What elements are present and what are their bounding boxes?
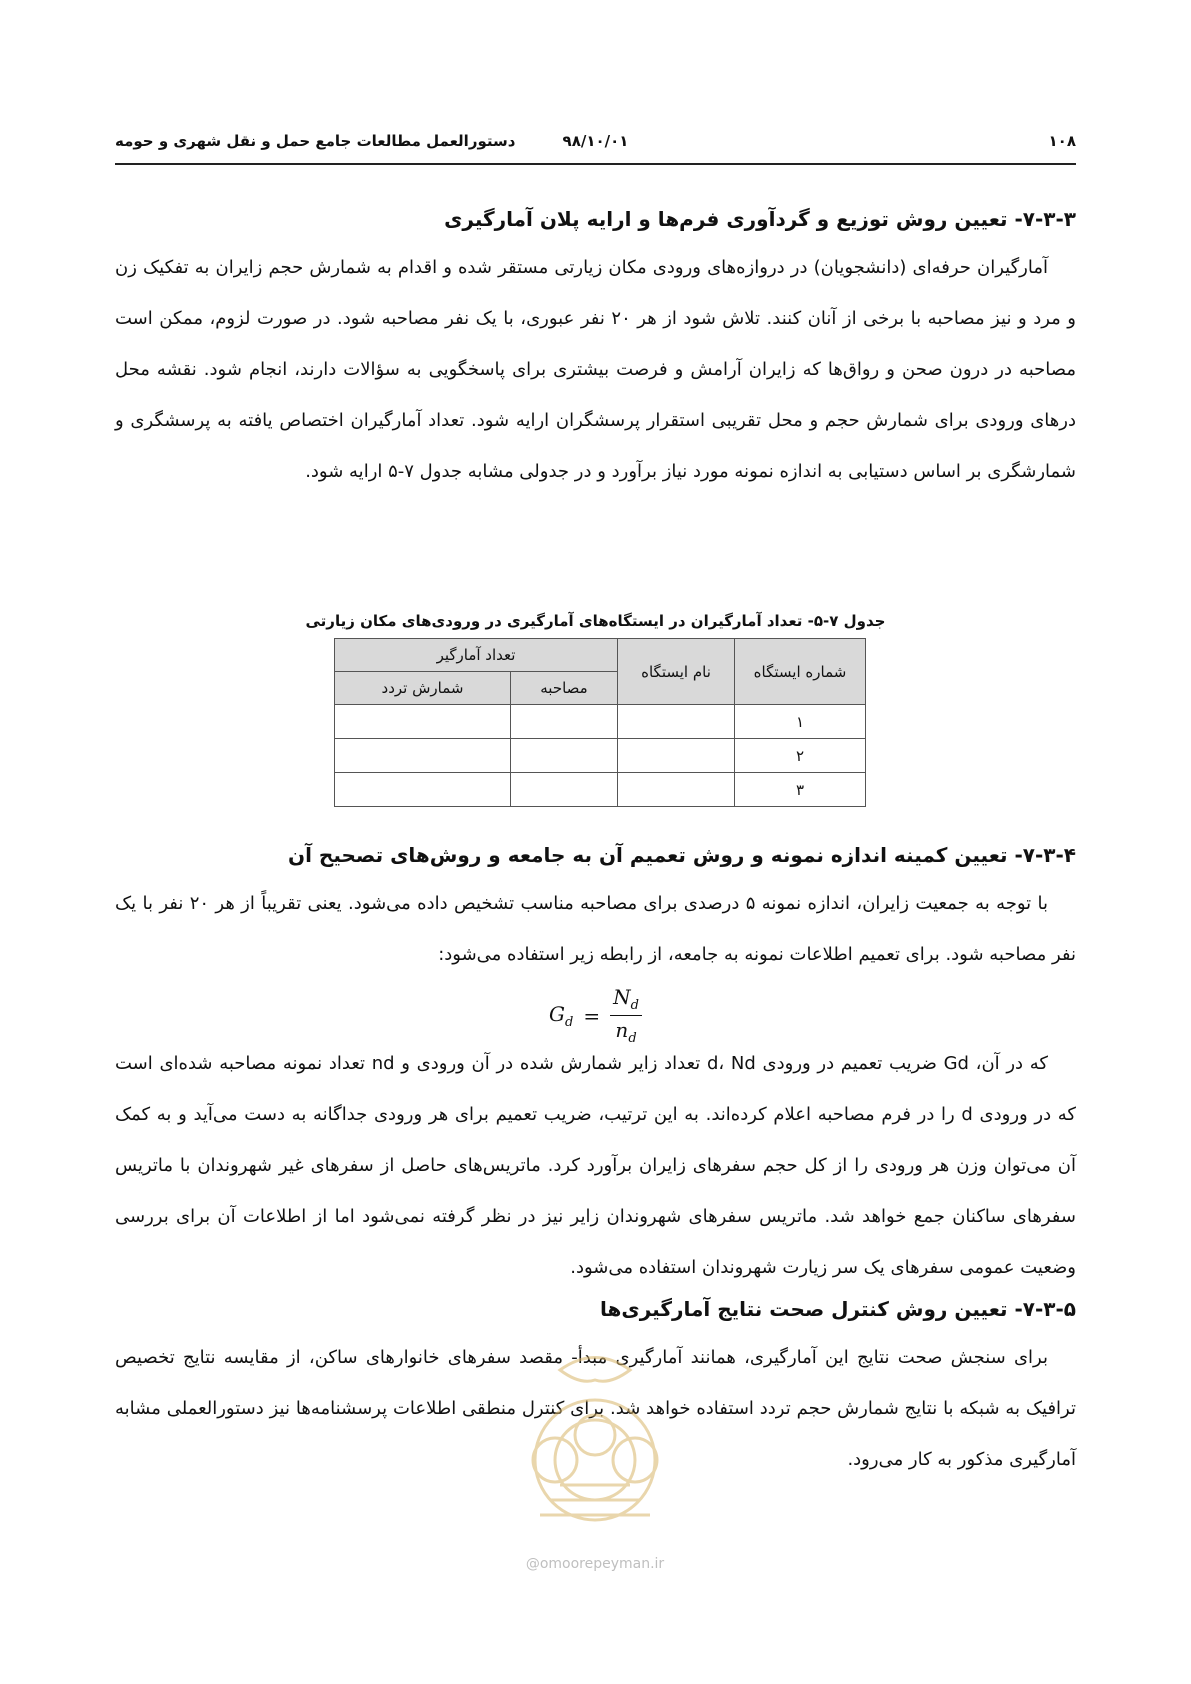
formula-denominator: $n_d$ [615, 1018, 637, 1046]
section-7-3-3-paragraph [115, 242, 1076, 497]
page-number: ۱۰۸ [1048, 132, 1076, 150]
watermark-logo-icon [490, 1340, 700, 1550]
formula-lhs: $G_d$ [549, 1001, 574, 1030]
header-date: ۹۸/۱۰/۰۱ [562, 132, 629, 150]
paragraph-text: برای سنجش صحت نتایج این آمارگیری، همانند آمارگیری مبدأ- مقصد سفرهای خانوارهای ساکن، از مقایسه نتایج تخصیص ترافیک به شبکه با نتایج شمارش حجم تردد استفاده خواهد شد. برای کنترل منطقی اطلاعات پرسشنامه‌ها نیز دستورالعملی مشابه آمارگیری مذکور به کار می‌رود. [115, 1347, 1076, 1470]
interview-cell [511, 705, 618, 739]
table-row [335, 773, 866, 807]
paragraph-text: آمارگیران حرفه‌ای (دانشجویان) در دروازه‌های ورودی مکان زیارتی مستقر شده و اقدام به شمارش حجم زایران به تفکیک زن و مرد و نیز مصاحبه با برخی از آنان کنند. تلاش شود از هر ۲۰ نفر عبوری، با یک نفر مصاحبه شود. در صورت لزوم، ممکن است مصاحبه در درون صحن و رواق‌ها که زایران آرامش و فرصت بیشتری برای پاسخگویی به سؤالات دارند، انجام شود. نقشه محل درهای ورودی برای شمارش حجم و محل تقریبی استقرار پرسشگران ارایه شود. تعداد آمارگیران اختصاص یافته به پرسشگری و شمارشگری بر اساس دستیابی به اندازه نمونه مورد نیاز برآورد و در جدولی مشابه جدول ۷-۵ ارایه شود. [115, 257, 1076, 482]
header-rule [115, 163, 1076, 165]
count-cell [335, 705, 511, 739]
paragraph-text: که در آن، Gd ضریب تعمیم در ورودی d، Nd تعداد زایر شمارش شده در آن ورودی و nd تعداد نمونه مصاحبه شده‌ای است که در ورودی d را در فرم مصاحبه اعلام کرده‌اند. به این ترتیب، ضریب تعمیم برای هر ورودی جداگانه به دست می‌آید و به کمک آن می‌توان وزن هر ورودی را از کل حجم سفرهای زایران برآورد کرد. ماتریس‌های حاصل از سفرهای غیر شهروندان با ماتریس سفرهای ساکنان جمع خواهد شد. ماتریس سفرهای شهروندان زایر نیز در نظر گرفته نمی‌شود اما از اطلاعات آن برای بررسی وضعیت عمومی سفرهای یک سر زیارت شهروندان استفاده می‌شود. [115, 1053, 1076, 1278]
station-name-cell [618, 773, 735, 807]
interview-cell [511, 773, 618, 807]
station-number-cell: ۲ [735, 739, 866, 773]
page-header [115, 130, 1076, 154]
paragraph-text: با توجه به جمعیت زایران، اندازه نمونه ۵ درصدی برای مصاحبه مناسب تشخیص داده می‌شود. یعنی تقریباً از هر ۲۰ نفر با یک نفر مصاحبه شود. برای تعمیم اطلاعات نمونه به جامعه، از رابطه زیر استفاده می‌شود: [115, 893, 1076, 965]
station-number-cell: ۱ [735, 705, 866, 739]
count-cell [335, 739, 511, 773]
station-name-cell [618, 739, 735, 773]
station-number-cell: ۳ [735, 773, 866, 807]
table-row [335, 739, 866, 773]
formula-numerator: $N_d$ [610, 985, 642, 1016]
expansion-factor-formula [115, 985, 1076, 1045]
station-name-cell [618, 705, 735, 739]
table-row [335, 705, 866, 739]
interview-cell [511, 739, 618, 773]
table-caption: جدول ۷-۵- تعداد آمارگیران در ایستگاه‌های آمارگیری در ورودی‌های مکان زیارتی [305, 612, 886, 630]
document-title: دستورالعمل مطالعات جامع حمل و نقل شهری و حومه [115, 132, 516, 150]
formula-fraction [610, 985, 642, 1046]
section-heading-7-3-4: ۷-۳-۴- تعیین کمینه اندازه نمونه و روش تعمیم آن به جامعه و روش‌های تصحیح آن [288, 843, 1076, 867]
formula-equals: = [583, 1003, 601, 1028]
section-heading-7-3-5: ۷-۳-۵- تعیین روش کنترل صحت نتایج آمارگیری‌ها [600, 1297, 1076, 1321]
section-7-3-4-paragraph-2 [115, 1038, 1076, 1293]
section-7-3-4-paragraph-1 [115, 878, 1076, 980]
watermark-url: @omoorepeyman.ir [525, 1556, 665, 1572]
header-station-name: نام ایستگاه [618, 639, 735, 705]
stations-table [334, 638, 866, 807]
header-station-number: شماره ایستگاه [735, 639, 866, 705]
header-surveyor-count: تعداد آمارگیر [335, 639, 618, 672]
header-traffic-count: شمارش تردد [335, 672, 511, 705]
section-heading-7-3-3: ۷-۳-۳- تعیین روش توزیع و گردآوری فرم‌ها و ارایه پلان آمارگیری [444, 207, 1076, 231]
header-interview: مصاحبه [511, 672, 618, 705]
count-cell [335, 773, 511, 807]
